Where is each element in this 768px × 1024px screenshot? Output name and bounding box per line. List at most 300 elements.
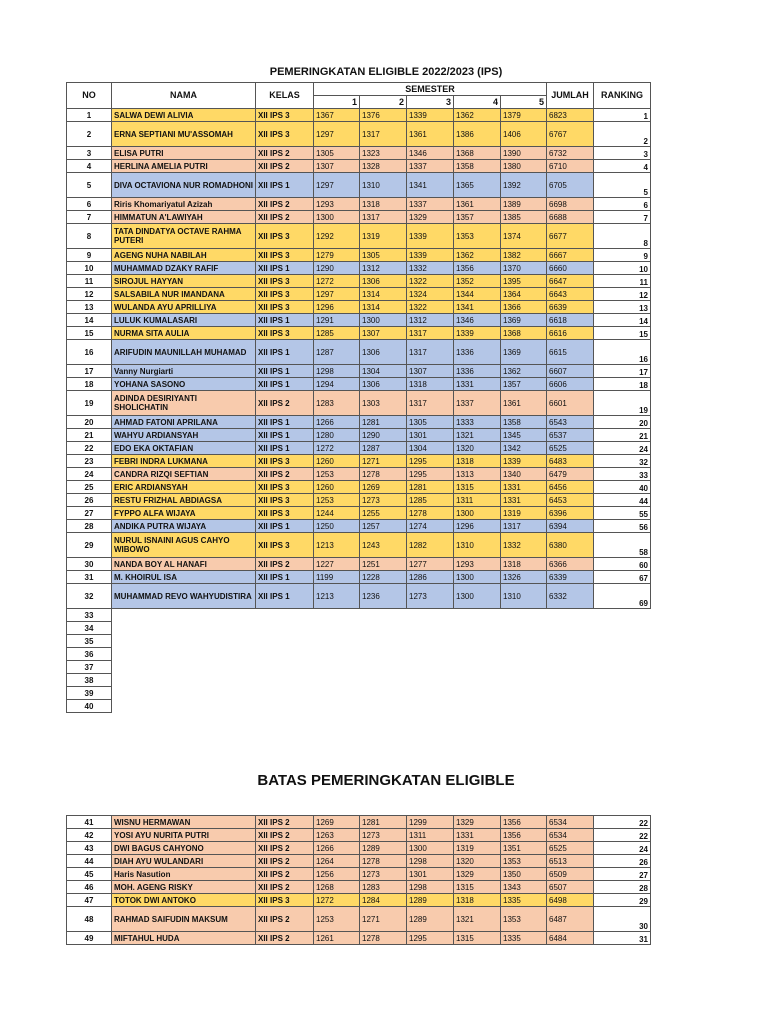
row-jumlah: 6453	[547, 494, 594, 507]
row-no: 20	[67, 416, 112, 429]
row-semester-2: 1319	[360, 224, 407, 249]
row-jumlah: 6660	[547, 262, 594, 275]
row-semester-5: 1369	[501, 340, 547, 365]
row-nama: M. KHOIRUL ISA	[112, 571, 256, 584]
row-semester-4: 1344	[454, 288, 501, 301]
row-semester-2: 1289	[360, 842, 407, 855]
row-semester-4: 1365	[454, 173, 501, 198]
row-kelas: XII IPS 3	[256, 122, 314, 147]
table-row	[67, 340, 651, 365]
row-nama: AHMAD FATONI APRILANA	[112, 416, 256, 429]
row-kelas: XII IPS 2	[256, 160, 314, 173]
row-semester-4: 1358	[454, 160, 501, 173]
row-nama: MOH. AGENG RISKY	[112, 881, 256, 894]
row-jumlah: 6643	[547, 288, 594, 301]
row-kelas: XII IPS 1	[256, 173, 314, 198]
row-ranking: 24	[594, 442, 651, 455]
row-semester-2: 1314	[360, 288, 407, 301]
row-semester-2: 1310	[360, 173, 407, 198]
row-nama: ARIFUDIN MAUNILLAH MUHAMAD	[112, 340, 256, 365]
row-semester-2: 1307	[360, 327, 407, 340]
row-semester-4: 1329	[454, 816, 501, 829]
row-semester-5: 1350	[501, 868, 547, 881]
row-kelas: XII IPS 2	[256, 211, 314, 224]
row-semester-5: 1406	[501, 122, 547, 147]
row-semester-3: 1311	[407, 829, 454, 842]
row-no: 11	[67, 275, 112, 288]
row-semester-2: 1284	[360, 894, 407, 907]
table-row	[67, 455, 651, 468]
row-jumlah: 6688	[547, 211, 594, 224]
row-jumlah: 6537	[547, 429, 594, 442]
row-kelas: XII IPS 3	[256, 109, 314, 122]
row-no: 34	[67, 622, 112, 635]
row-semester-4: 1300	[454, 584, 501, 609]
row-semester-1: 1297	[314, 122, 360, 147]
row-jumlah: 6601	[547, 391, 594, 416]
row-nama: ADINDA DESIRIYANTI SHOLICHATIN	[112, 391, 256, 416]
row-jumlah: 6483	[547, 455, 594, 468]
row-kelas: XII IPS 1	[256, 378, 314, 391]
row-nama: DIVA OCTAVIONA NUR ROMADHONI	[112, 173, 256, 198]
row-semester-3: 1318	[407, 378, 454, 391]
row-semester-3: 1339	[407, 109, 454, 122]
row-nama: YOHANA SASONO	[112, 378, 256, 391]
row-semester-4: 1320	[454, 855, 501, 868]
row-no: 37	[67, 661, 112, 674]
row-semester-1: 1300	[314, 211, 360, 224]
row-kelas: XII IPS 1	[256, 584, 314, 609]
row-ranking: 9	[594, 249, 651, 262]
row-semester-1: 1250	[314, 520, 360, 533]
row-no: 30	[67, 558, 112, 571]
row-nama: ELISA PUTRI	[112, 147, 256, 160]
row-kelas: XII IPS 3	[256, 533, 314, 558]
row-nama: NANDA BOY AL HANAFI	[112, 558, 256, 571]
row-semester-4: 1318	[454, 455, 501, 468]
row-nama: ERIC ARDIANSYAH	[112, 481, 256, 494]
row-semester-1: 1244	[314, 507, 360, 520]
row-semester-5: 1392	[501, 173, 547, 198]
row-kelas: XII IPS 1	[256, 442, 314, 455]
row-semester-1: 1298	[314, 365, 360, 378]
row-semester-4: 1341	[454, 301, 501, 314]
row-semester-3: 1301	[407, 429, 454, 442]
row-semester-2: 1243	[360, 533, 407, 558]
row-no: 13	[67, 301, 112, 314]
row-no: 44	[67, 855, 112, 868]
row-semester-5: 1368	[501, 327, 547, 340]
row-nama: MIFTAHUL HUDA	[112, 932, 256, 945]
row-nama: TATA DINDATYA OCTAVE RAHMA PUTERI	[112, 224, 256, 249]
empty-row	[67, 609, 651, 622]
row-no: 3	[67, 147, 112, 160]
row-semester-5: 1380	[501, 160, 547, 173]
row-semester-5: 1374	[501, 224, 547, 249]
row-semester-4: 1362	[454, 109, 501, 122]
header-kelas: KELAS	[256, 83, 314, 109]
row-nama: RAHMAD SAIFUDIN MAKSUM	[112, 907, 256, 932]
row-kelas: XII IPS 2	[256, 932, 314, 945]
row-no: 39	[67, 687, 112, 700]
row-semester-3: 1277	[407, 558, 454, 571]
row-semester-1: 1272	[314, 275, 360, 288]
row-kelas: XII IPS 2	[256, 198, 314, 211]
row-ranking: 14	[594, 314, 651, 327]
row-semester-5: 1335	[501, 932, 547, 945]
row-semester-1: 1292	[314, 224, 360, 249]
row-semester-5: 1331	[501, 481, 547, 494]
row-no: 48	[67, 907, 112, 932]
row-jumlah: 6705	[547, 173, 594, 198]
row-semester-4: 1318	[454, 894, 501, 907]
row-no: 38	[67, 674, 112, 687]
empty-row	[67, 674, 651, 687]
row-semester-4: 1321	[454, 907, 501, 932]
row-nama: Haris Nasution	[112, 868, 256, 881]
row-semester-3: 1329	[407, 211, 454, 224]
row-ranking: 20	[594, 416, 651, 429]
row-ranking: 26	[594, 855, 651, 868]
row-semester-5: 1345	[501, 429, 547, 442]
row-nama: SALSABILA NUR IMANDANA	[112, 288, 256, 301]
row-ranking: 55	[594, 507, 651, 520]
row-ranking: 33	[594, 468, 651, 481]
row-semester-4: 1352	[454, 275, 501, 288]
row-jumlah: 6484	[547, 932, 594, 945]
row-no: 4	[67, 160, 112, 173]
row-ranking: 2	[594, 122, 651, 147]
row-kelas: XII IPS 1	[256, 262, 314, 275]
table-row	[67, 571, 651, 584]
row-semester-3: 1332	[407, 262, 454, 275]
row-semester-5: 1390	[501, 147, 547, 160]
empty-row	[67, 648, 651, 661]
row-semester-2: 1306	[360, 275, 407, 288]
row-no: 35	[67, 635, 112, 648]
row-no: 1	[67, 109, 112, 122]
row-nama: WISNU HERMAWAN	[112, 816, 256, 829]
row-semester-2: 1251	[360, 558, 407, 571]
row-jumlah: 6507	[547, 881, 594, 894]
row-semester-2: 1271	[360, 455, 407, 468]
row-jumlah: 6667	[547, 249, 594, 262]
row-ranking: 5	[594, 173, 651, 198]
row-semester-1: 1253	[314, 494, 360, 507]
ranking-table	[66, 82, 651, 713]
row-semester-2: 1376	[360, 109, 407, 122]
row-kelas: XII IPS 2	[256, 907, 314, 932]
row-semester-3: 1312	[407, 314, 454, 327]
row-semester-2: 1278	[360, 932, 407, 945]
row-no: 16	[67, 340, 112, 365]
row-semester-1: 1285	[314, 327, 360, 340]
table-row	[67, 558, 651, 571]
row-semester-1: 1261	[314, 932, 360, 945]
row-nama: NURMA SITA AULIA	[112, 327, 256, 340]
row-ranking: 16	[594, 340, 651, 365]
row-semester-1: 1266	[314, 842, 360, 855]
row-semester-5: 1331	[501, 494, 547, 507]
row-no: 36	[67, 648, 112, 661]
row-no: 43	[67, 842, 112, 855]
row-semester-2: 1278	[360, 855, 407, 868]
row-semester-4: 1337	[454, 391, 501, 416]
row-ranking: 11	[594, 275, 651, 288]
row-jumlah: 6366	[547, 558, 594, 571]
row-jumlah: 6607	[547, 365, 594, 378]
row-no: 47	[67, 894, 112, 907]
header-jumlah: JUMLAH	[547, 83, 594, 109]
row-nama: SALWA DEWI ALIVIA	[112, 109, 256, 122]
table-row	[67, 816, 651, 829]
row-no: 46	[67, 881, 112, 894]
row-nama: LULUK KUMALASARI	[112, 314, 256, 327]
row-jumlah: 6639	[547, 301, 594, 314]
row-semester-4: 1368	[454, 147, 501, 160]
row-semester-1: 1272	[314, 442, 360, 455]
row-no: 19	[67, 391, 112, 416]
row-semester-3: 1300	[407, 842, 454, 855]
row-semester-3: 1339	[407, 249, 454, 262]
row-semester-3: 1273	[407, 584, 454, 609]
empty-row	[67, 661, 651, 674]
row-semester-5: 1342	[501, 442, 547, 455]
table-row	[67, 391, 651, 416]
table-row	[67, 842, 651, 855]
below-cutoff-table-body	[67, 816, 651, 945]
row-jumlah: 6616	[547, 327, 594, 340]
empty-cell	[112, 700, 651, 713]
row-semester-1: 1272	[314, 894, 360, 907]
row-semester-1: 1213	[314, 584, 360, 609]
table-row	[67, 894, 651, 907]
row-semester-1: 1280	[314, 429, 360, 442]
row-kelas: XII IPS 3	[256, 507, 314, 520]
header-semester-5: 5	[501, 96, 547, 109]
row-nama: FYPPO ALFA WIJAYA	[112, 507, 256, 520]
row-semester-4: 1339	[454, 327, 501, 340]
row-kelas: XII IPS 3	[256, 275, 314, 288]
row-semester-5: 1361	[501, 391, 547, 416]
row-ranking: 17	[594, 365, 651, 378]
row-no: 32	[67, 584, 112, 609]
row-semester-2: 1269	[360, 481, 407, 494]
row-jumlah: 6677	[547, 224, 594, 249]
row-semester-2: 1300	[360, 314, 407, 327]
row-no: 25	[67, 481, 112, 494]
row-kelas: XII IPS 3	[256, 301, 314, 314]
row-semester-3: 1346	[407, 147, 454, 160]
row-ranking: 12	[594, 288, 651, 301]
row-semester-3: 1341	[407, 173, 454, 198]
row-jumlah: 6698	[547, 198, 594, 211]
row-semester-5: 1356	[501, 829, 547, 842]
row-no: 5	[67, 173, 112, 198]
row-nama: WAHYU ARDIANSYAH	[112, 429, 256, 442]
row-ranking: 21	[594, 429, 651, 442]
row-semester-3: 1337	[407, 160, 454, 173]
row-jumlah: 6487	[547, 907, 594, 932]
row-semester-2: 1318	[360, 198, 407, 211]
row-semester-2: 1290	[360, 429, 407, 442]
row-no: 8	[67, 224, 112, 249]
row-semester-5: 1343	[501, 881, 547, 894]
row-semester-2: 1304	[360, 365, 407, 378]
row-semester-5: 1340	[501, 468, 547, 481]
row-nama: CANDRA RIZQI SEFTIAN	[112, 468, 256, 481]
empty-row	[67, 687, 651, 700]
row-semester-1: 1279	[314, 249, 360, 262]
row-semester-1: 1294	[314, 378, 360, 391]
row-semester-4: 1313	[454, 468, 501, 481]
table-row	[67, 160, 651, 173]
row-semester-4: 1315	[454, 932, 501, 945]
row-semester-5: 1366	[501, 301, 547, 314]
row-semester-4: 1353	[454, 224, 501, 249]
row-semester-4: 1315	[454, 481, 501, 494]
row-jumlah: 6380	[547, 533, 594, 558]
row-kelas: XII IPS 3	[256, 481, 314, 494]
row-kelas: XII IPS 2	[256, 391, 314, 416]
row-kelas: XII IPS 3	[256, 494, 314, 507]
row-no: 33	[67, 609, 112, 622]
row-no: 24	[67, 468, 112, 481]
row-ranking: 18	[594, 378, 651, 391]
row-semester-3: 1324	[407, 288, 454, 301]
row-semester-1: 1367	[314, 109, 360, 122]
row-kelas: XII IPS 2	[256, 842, 314, 855]
row-semester-4: 1319	[454, 842, 501, 855]
row-jumlah: 6710	[547, 160, 594, 173]
row-nama: HIMMATUN A'LAWIYAH	[112, 211, 256, 224]
row-ranking: 40	[594, 481, 651, 494]
row-no: 23	[67, 455, 112, 468]
row-nama: DIAH AYU WULANDARI	[112, 855, 256, 868]
row-semester-3: 1298	[407, 855, 454, 868]
row-ranking: 8	[594, 224, 651, 249]
table-row	[67, 584, 651, 609]
row-semester-3: 1307	[407, 365, 454, 378]
row-semester-2: 1317	[360, 211, 407, 224]
row-jumlah: 6396	[547, 507, 594, 520]
row-ranking: 29	[594, 894, 651, 907]
row-semester-2: 1303	[360, 391, 407, 416]
header-no: NO	[67, 83, 112, 109]
row-semester-3: 1285	[407, 494, 454, 507]
table-row	[67, 262, 651, 275]
row-semester-2: 1228	[360, 571, 407, 584]
row-semester-4: 1310	[454, 533, 501, 558]
row-no: 17	[67, 365, 112, 378]
row-semester-2: 1236	[360, 584, 407, 609]
row-jumlah: 6543	[547, 416, 594, 429]
row-jumlah: 6732	[547, 147, 594, 160]
row-semester-4: 1331	[454, 378, 501, 391]
row-kelas: XII IPS 3	[256, 327, 314, 340]
row-ranking: 13	[594, 301, 651, 314]
row-ranking: 58	[594, 533, 651, 558]
row-ranking: 31	[594, 932, 651, 945]
empty-cell	[112, 622, 651, 635]
row-jumlah: 6767	[547, 122, 594, 147]
row-semester-3: 1298	[407, 881, 454, 894]
row-nama: MUHAMMAD REVO WAHYUDISTIRA	[112, 584, 256, 609]
row-semester-4: 1361	[454, 198, 501, 211]
row-semester-4: 1336	[454, 365, 501, 378]
below-cutoff-table	[66, 815, 651, 945]
row-kelas: XII IPS 1	[256, 314, 314, 327]
row-semester-1: 1227	[314, 558, 360, 571]
row-nama: TOTOK DWI ANTOKO	[112, 894, 256, 907]
row-jumlah: 6647	[547, 275, 594, 288]
row-semester-5: 1356	[501, 816, 547, 829]
row-nama: FEBRI INDRA LUKMANA	[112, 455, 256, 468]
row-nama: SIROJUL HAYYAN	[112, 275, 256, 288]
row-ranking: 19	[594, 391, 651, 416]
header-semester-3: 3	[407, 96, 454, 109]
row-nama: NURUL ISNAINI AGUS CAHYO WIBOWO	[112, 533, 256, 558]
row-semester-4: 1357	[454, 211, 501, 224]
table-row	[67, 481, 651, 494]
row-semester-4: 1386	[454, 122, 501, 147]
row-semester-3: 1295	[407, 468, 454, 481]
row-semester-4: 1336	[454, 340, 501, 365]
row-ranking: 56	[594, 520, 651, 533]
row-kelas: XII IPS 1	[256, 429, 314, 442]
row-semester-5: 1353	[501, 907, 547, 932]
row-no: 9	[67, 249, 112, 262]
row-semester-3: 1295	[407, 932, 454, 945]
row-semester-1: 1260	[314, 481, 360, 494]
row-semester-1: 1253	[314, 468, 360, 481]
table-row	[67, 173, 651, 198]
row-kelas: XII IPS 2	[256, 816, 314, 829]
row-semester-3: 1337	[407, 198, 454, 211]
row-semester-3: 1317	[407, 327, 454, 340]
row-no: 10	[67, 262, 112, 275]
row-semester-4: 1300	[454, 507, 501, 520]
row-no: 28	[67, 520, 112, 533]
row-semester-3: 1278	[407, 507, 454, 520]
table-row	[67, 932, 651, 945]
row-semester-3: 1301	[407, 868, 454, 881]
row-kelas: XII IPS 3	[256, 288, 314, 301]
table-row	[67, 533, 651, 558]
row-semester-3: 1317	[407, 391, 454, 416]
row-ranking: 7	[594, 211, 651, 224]
row-kelas: XII IPS 1	[256, 365, 314, 378]
row-semester-1: 1266	[314, 416, 360, 429]
row-semester-5: 1382	[501, 249, 547, 262]
empty-cell	[112, 674, 651, 687]
row-jumlah: 6394	[547, 520, 594, 533]
row-ranking: 1	[594, 109, 651, 122]
row-semester-4: 1300	[454, 571, 501, 584]
row-semester-1: 1268	[314, 881, 360, 894]
table-row	[67, 288, 651, 301]
row-semester-3: 1274	[407, 520, 454, 533]
row-semester-2: 1255	[360, 507, 407, 520]
eligible-cutoff-title: BATAS PEMERINGKATAN ELIGIBLE	[257, 772, 515, 789]
row-semester-3: 1304	[407, 442, 454, 455]
row-semester-5: 1364	[501, 288, 547, 301]
row-semester-1: 1305	[314, 147, 360, 160]
row-semester-5: 1317	[501, 520, 547, 533]
row-semester-3: 1289	[407, 894, 454, 907]
row-kelas: XII IPS 2	[256, 829, 314, 842]
row-semester-3: 1339	[407, 224, 454, 249]
